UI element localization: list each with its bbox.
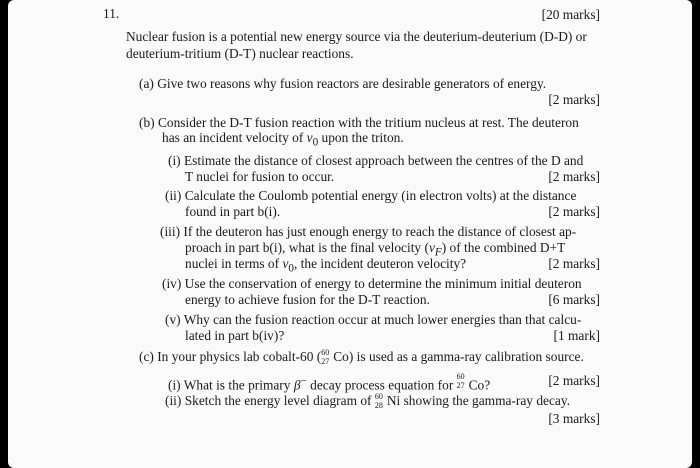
intro-line-2: deuterium-tritium (D-T) nuclear reactions. [126,46,354,61]
part-b-stem-line-2: has an incident velocity of $v_0$ upon the triton. [162,130,404,149]
part-b-iv-line-2: energy to achieve fusion for the D-T reaction. [185,292,430,307]
question-number: 11. [103,6,120,21]
part-c-stem: (c) In your physics lab cobalt-60 ( 60 27 Co) is used as a gamma-ray calibration source. [139,348,584,366]
part-b-ii-marks: [2 marks] [548,204,600,219]
intro-line-1: Nuclear fusion is a potential new energy source via the deuterium-deuterium (D-D) or [126,29,587,44]
part-c-ii-marks: [3 marks] [548,411,600,426]
part-b-ii-line-1: (ii) Calculate the Coulomb potential energy (in electron volts) at the distance [165,188,577,203]
part-b-i-line-1: (i) Estimate the distance of closest approach between the centres of the D and [168,153,584,168]
part-b-iii-line-2: proach in part b(i), what is the final velocity $(v_F)$ of the combined D+T [185,240,566,259]
part-b-v-line-1: (v) Why can the fusion reaction occur at much lower energies than that calcu- [165,312,582,327]
part-b-iv-marks: [6 marks] [548,292,600,307]
cobalt-isotope-notation: 60 27 [456,372,465,390]
part-b-iii-line-3: nuclei in terms of $v_0$, the incident deuteron velocity? [185,256,467,275]
nickel-isotope-notation: 60 28 [374,392,383,410]
part-c-i-marks: [2 marks] [548,373,600,388]
part-a-marks: [2 marks] [548,92,600,107]
part-b-iii-line-1: (iii) If the deuteron has just enough energy to reach the distance of closest ap- [160,224,577,239]
part-a-text: (a) Give two reasons why fusion reactors are desirable generators of energy. [139,76,547,91]
cobalt-isotope-notation: 60 27 [321,348,330,366]
part-b-v-marks: [1 mark] [553,328,600,343]
part-c-ii-text: (ii) Sketch the energy level diagram of 60 28 Ni showing the gamma-ray decay. [165,392,571,410]
part-b-stem-line-1: (b) Consider the D-T fusion reaction with the tritium nucleus at rest. The deuteron [139,115,579,130]
exam-question-page [8,0,692,468]
part-b-iii-marks: [2 marks] [548,256,600,271]
part-b-i-line-2: T nuclei for fusion to occur. [185,169,335,184]
part-b-iv-line-1: (iv) Use the conservation of energy to determine the minimum initial deuteron [162,276,582,291]
part-c-i-text: (i) What is the primary β− decay process equation for 60 27 Co? [168,372,491,393]
part-b-i-marks: [2 marks] [548,169,600,184]
question-total-marks: [20 marks] [541,7,600,22]
part-b-v-line-2: lated in part b(iv)? [185,328,285,343]
part-b-ii-line-2: found in part b(i). [185,204,281,219]
